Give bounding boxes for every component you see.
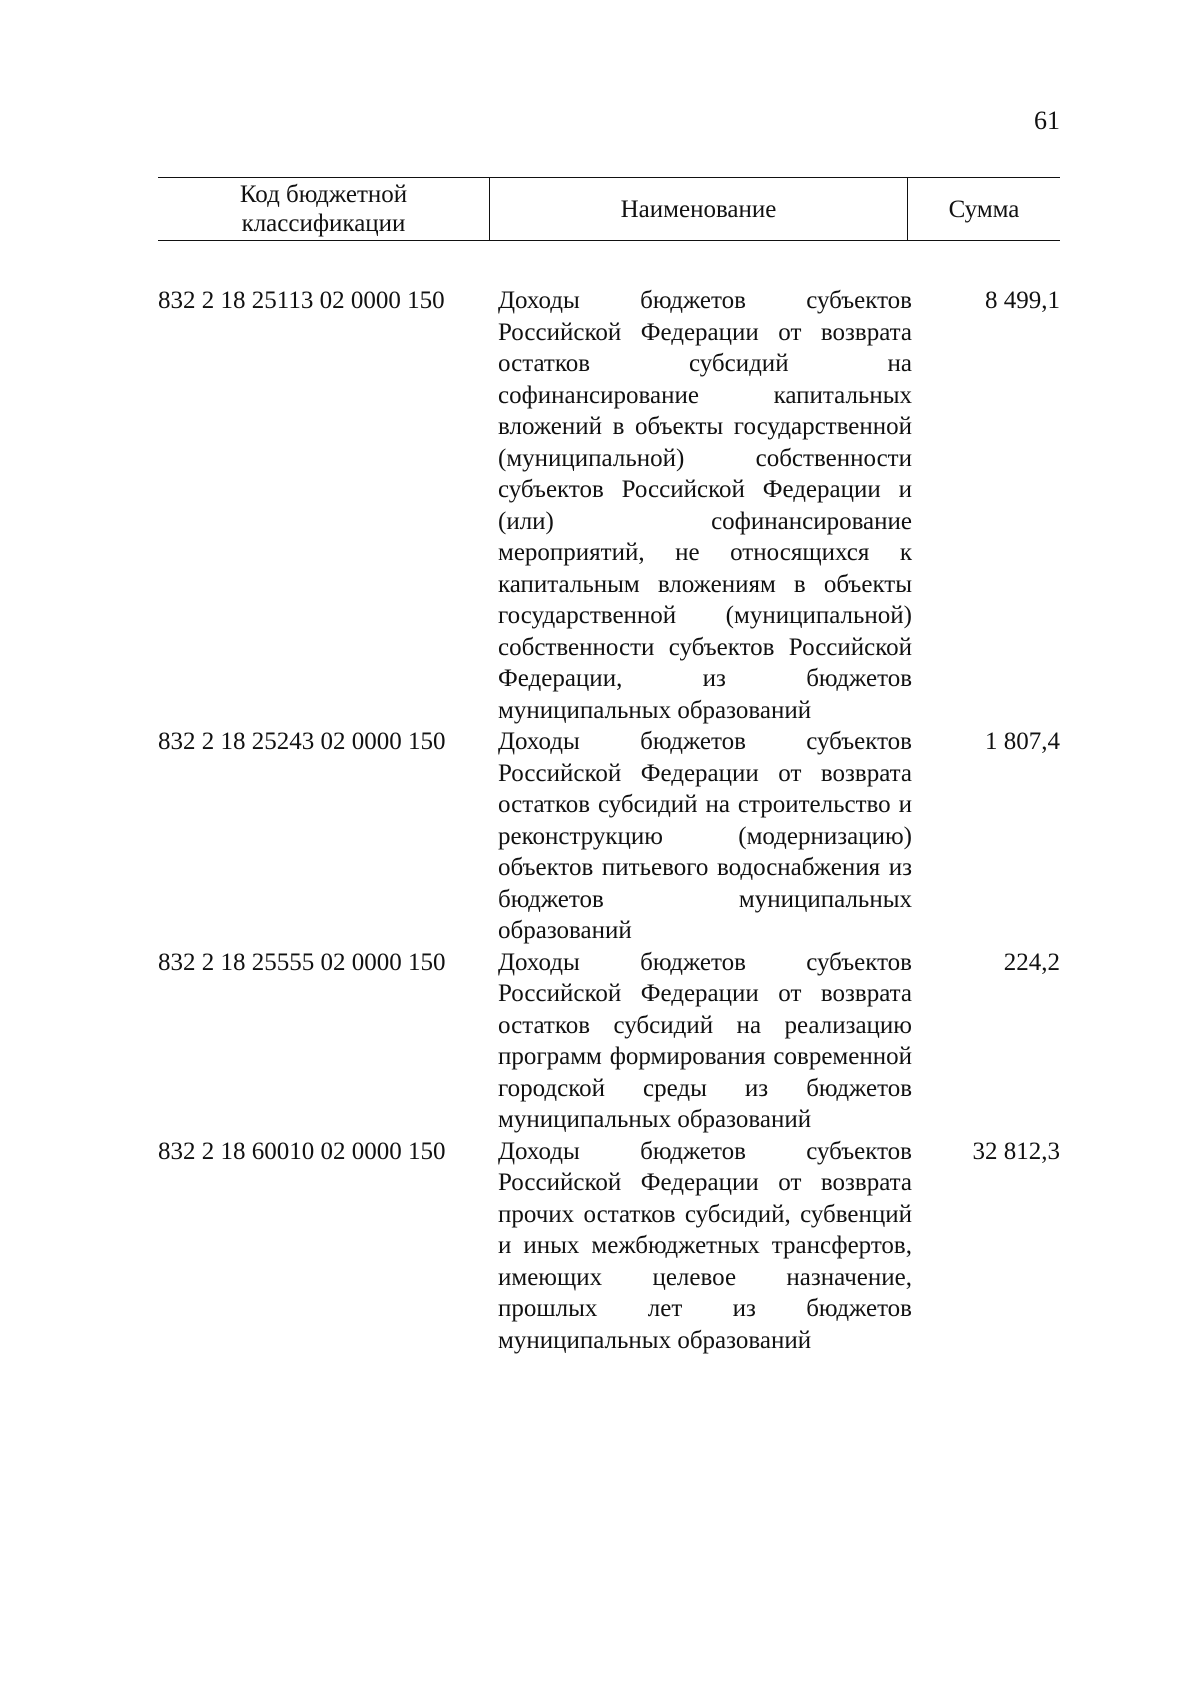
row-code: 832 2 18 25555 02 0000 150 <box>158 948 446 976</box>
page-number: 61 <box>1034 106 1060 135</box>
table-row <box>158 285 1060 726</box>
row-name: Доходы бюджетов субъектов Российской Федерации от возврата прочих остатков субсидий, субвенций и иных межбюджетных трансфертов, имеющих целевое назначение, прошлых лет из бюджетов муниципальных образований <box>498 1137 912 1354</box>
table-row <box>158 947 1060 1136</box>
header-name: Наименование <box>490 178 908 240</box>
row-sum: 224,2 <box>1003 948 1060 976</box>
header-sum: Сумма <box>948 195 1020 223</box>
row-sum: 8 499,1 <box>985 287 1060 314</box>
table-row <box>158 726 1060 947</box>
table-row <box>158 1136 1060 1357</box>
table-body <box>158 285 1060 1356</box>
row-sum: 1 807,4 <box>985 728 1060 755</box>
row-name: Доходы бюджетов субъектов Российской Федерации от возврата остатков субсидий на реализацию программ формирования современной городской среды из бюджетов муниципальных образований <box>498 948 912 1133</box>
row-code: 832 2 18 25113 02 0000 150 <box>158 287 445 314</box>
row-code: 832 2 18 60010 02 0000 150 <box>158 1137 446 1165</box>
table-header <box>158 177 1060 241</box>
row-sum: 32 812,3 <box>972 1137 1060 1165</box>
row-code: 832 2 18 25243 02 0000 150 <box>158 728 446 755</box>
row-name: Доходы бюджетов субъектов Российской Федерации от возврата остатков субсидий на софинансирование капитальных вложений в объекты государственной (муниципальной) собственности субъектов Российской Федерации и (или) софинансирование мероприятий, не относящихся к капитальным вложениям в объекты государственной (муниципальной) собственности субъектов Российской Федерации, из бюджетов муниципальных образований <box>498 287 912 724</box>
header-code: Код бюджетной классификации <box>158 178 490 240</box>
row-name: Доходы бюджетов субъектов Российской Федерации от возврата остатков субсидий на строительство и реконструкцию (модернизацию) объектов питьевого водоснабжения из бюджетов муниципальных образований <box>498 728 912 944</box>
